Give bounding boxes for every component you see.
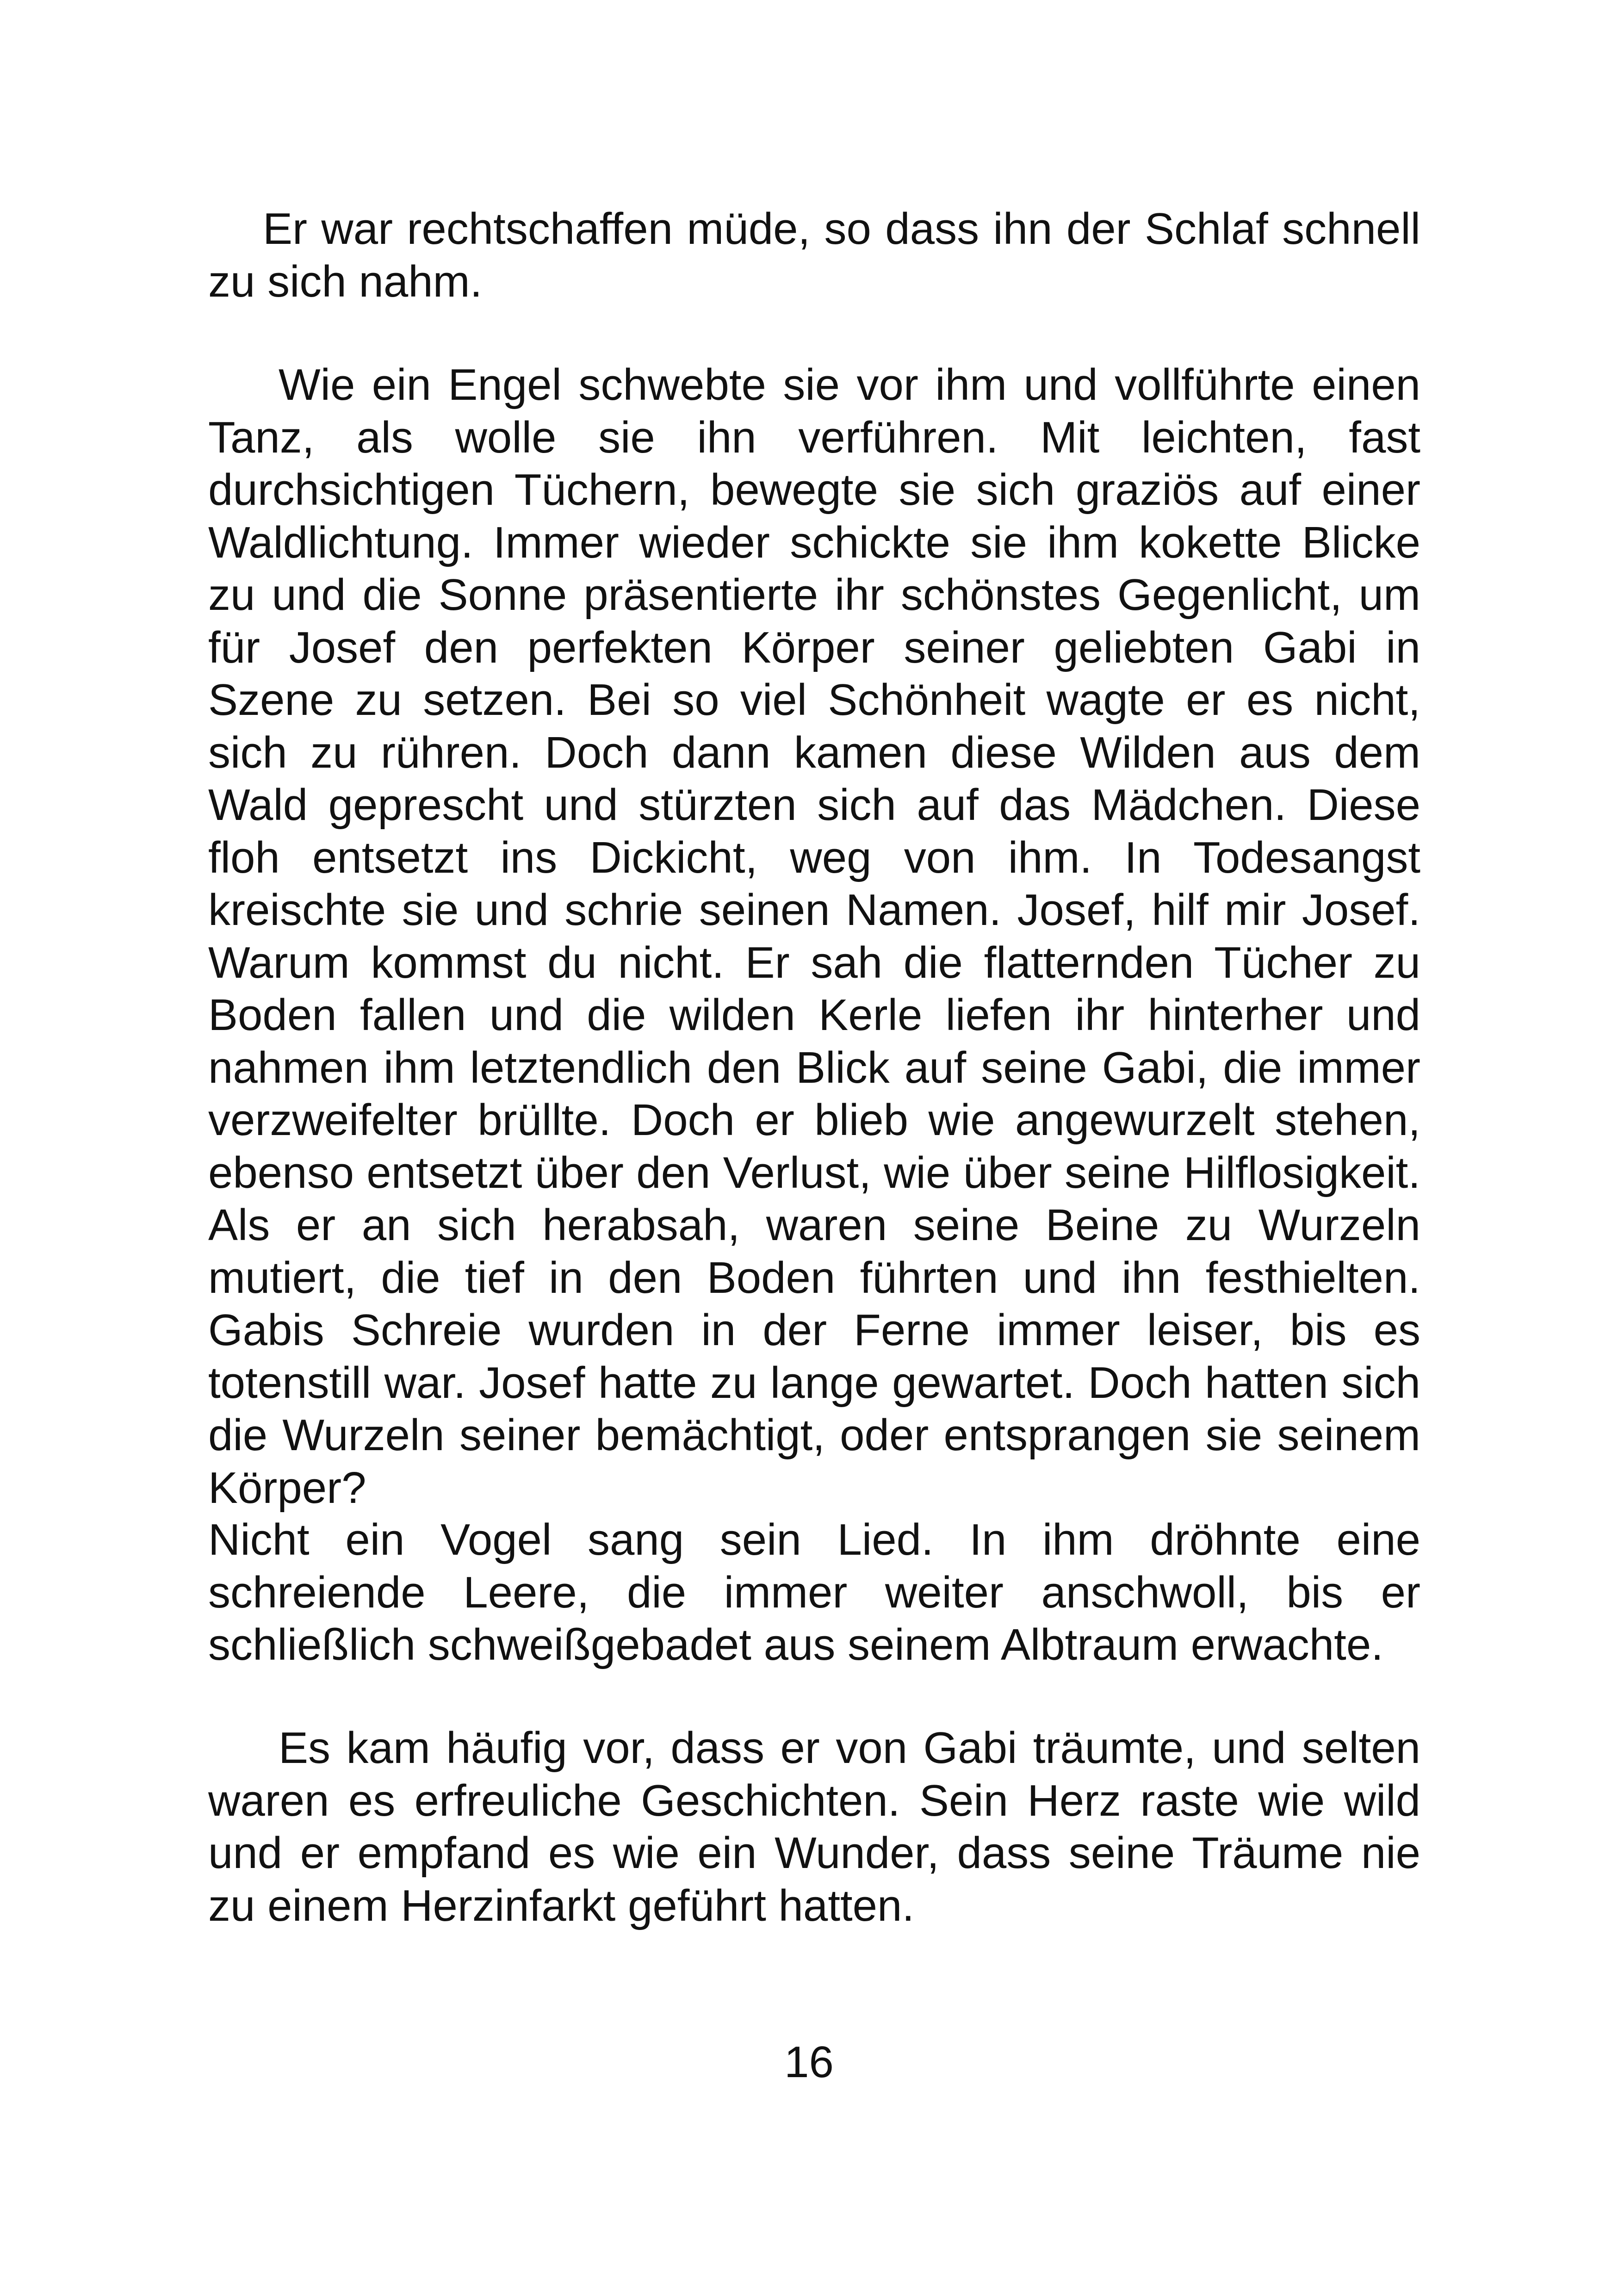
paragraph-recurring-dreams: Es kam häufig vor, dass er von Gabi träumte, und selten waren es erfreuliche Geschichten. Sein Herz raste wie wild und er empfand es wie ein Wunder, dass seine Träume nie zu einem Herzinfarkt geführt hatten. <box>208 1723 1420 1930</box>
paragraph-falling-asleep: Er war rechtschaffen müde, so dass ihn der Schlaf schnell zu sich nahm. <box>208 204 1420 306</box>
paragraph-awakening: Nicht ein Vogel sang sein Lied. In ihm dröhnte eine schreiende Leere, die immer weiter anschwoll, bis er schließlich schweißgebadet aus seinem Albtraum erwachte. <box>208 1515 1420 1669</box>
paragraph-dream: Wie ein Engel schwebte sie vor ihm und vollführte einen Tanz, als wolle sie ihn verführen. Mit leichten, fast durchsichtigen Tüchern, bewegte sie sich graziös auf einer Waldlichtung. Immer wieder schickte sie ihm kokette Blicke zu und die Sonne präsentierte ihr schönstes Gegenlicht, um für Josef den perfekten Körper seiner geliebten Gabi in Szene zu setzen. Bei so viel Schönheit wagte er es nicht, sich zu rühren. Doch dann kamen diese Wilden aus dem Wald geprescht und stürzten sich auf das Mädchen. Diese floh entsetzt ins Dickicht, weg von ihm. In Todesangst kreischte sie und schrie seinen Namen. Josef, hilf mir Josef. Warum kommst du nicht. Er sah die flatternden Tücher zu Boden fallen und die wilden Kerle liefen ihr hinterher und nahmen ihm letztendlich den Blick auf seine Gabi, die immer verzweifelter brüllte. Doch er blieb wie angewurzelt stehen, ebenso entsetzt über den Verlust, wie über seine Hilflosigkeit. Als er an sich herabsah, waren seine Beine zu Wurzeln mutiert, die tief in den Boden führten und ihn festhielten. Gabis Schreie wurden in der Ferne immer leiser, bis es totenstill war. Josef hatte zu lange gewartet. Doch hatten sich die Wurzeln seiner bemächtigt, oder entsprangen sie seinem Körper? <box>208 360 1420 1513</box>
page-number: 16 <box>784 2037 834 2087</box>
